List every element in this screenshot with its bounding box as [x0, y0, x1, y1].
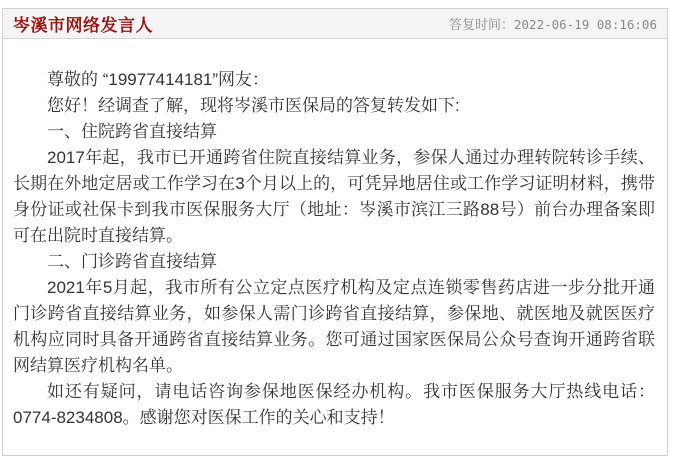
reply-time-value: 2022-06-19 08:16:06 — [514, 17, 657, 32]
reply-section2-heading: 二、门诊跨省直接结算 — [47, 252, 217, 271]
reply-card — [2, 8, 668, 456]
reply-intro: 您好！经调查了解，现将岑溪市医保局的答复转发如下: — [47, 96, 460, 115]
reply-section2-paragraph: 2021年5月起，我市所有公立定点医疗机构及定点连锁零售药店进一步分批开通门诊跨省直接结算业务，如参保人需门诊跨省直接结算，参保地、就医地及就医医疗机构应同时具备开通跨省直接结算业务。您可通过国家医保局公众号查询开通跨省联网结算医疗机构名单。 — [13, 278, 655, 375]
reply-section1-heading: 一、住院跨省直接结算 — [47, 122, 217, 141]
reply-body — [3, 39, 667, 431]
reply-section1-paragraph: 2017年起，我市已开通跨省住院直接结算业务，参保人通过办理转院转诊手续、长期在外地定居或工作学习在3个月以上的，可凭异地居住或工作学习证明材料，携带身份证或社保卡到我市医保服务大厅（地址：岑溪市滨江三路88号）前台办理备案即可在出院时直接结算。 — [13, 148, 655, 245]
reply-closing-paragraph: 如还有疑问，请电话咨询参保地医保经办机构。我市医保服务大厅热线电话：0774-8234808。感谢您对医保工作的关心和支持！ — [13, 382, 655, 427]
reply-time — [449, 14, 657, 33]
reply-card-header — [3, 9, 667, 39]
reply-time-label: 答复时间： — [448, 17, 514, 32]
panel-title: 岑溪市网络发言人 — [13, 16, 153, 35]
reply-salutation: 尊敬的 “19977414181”网友： — [47, 70, 270, 89]
